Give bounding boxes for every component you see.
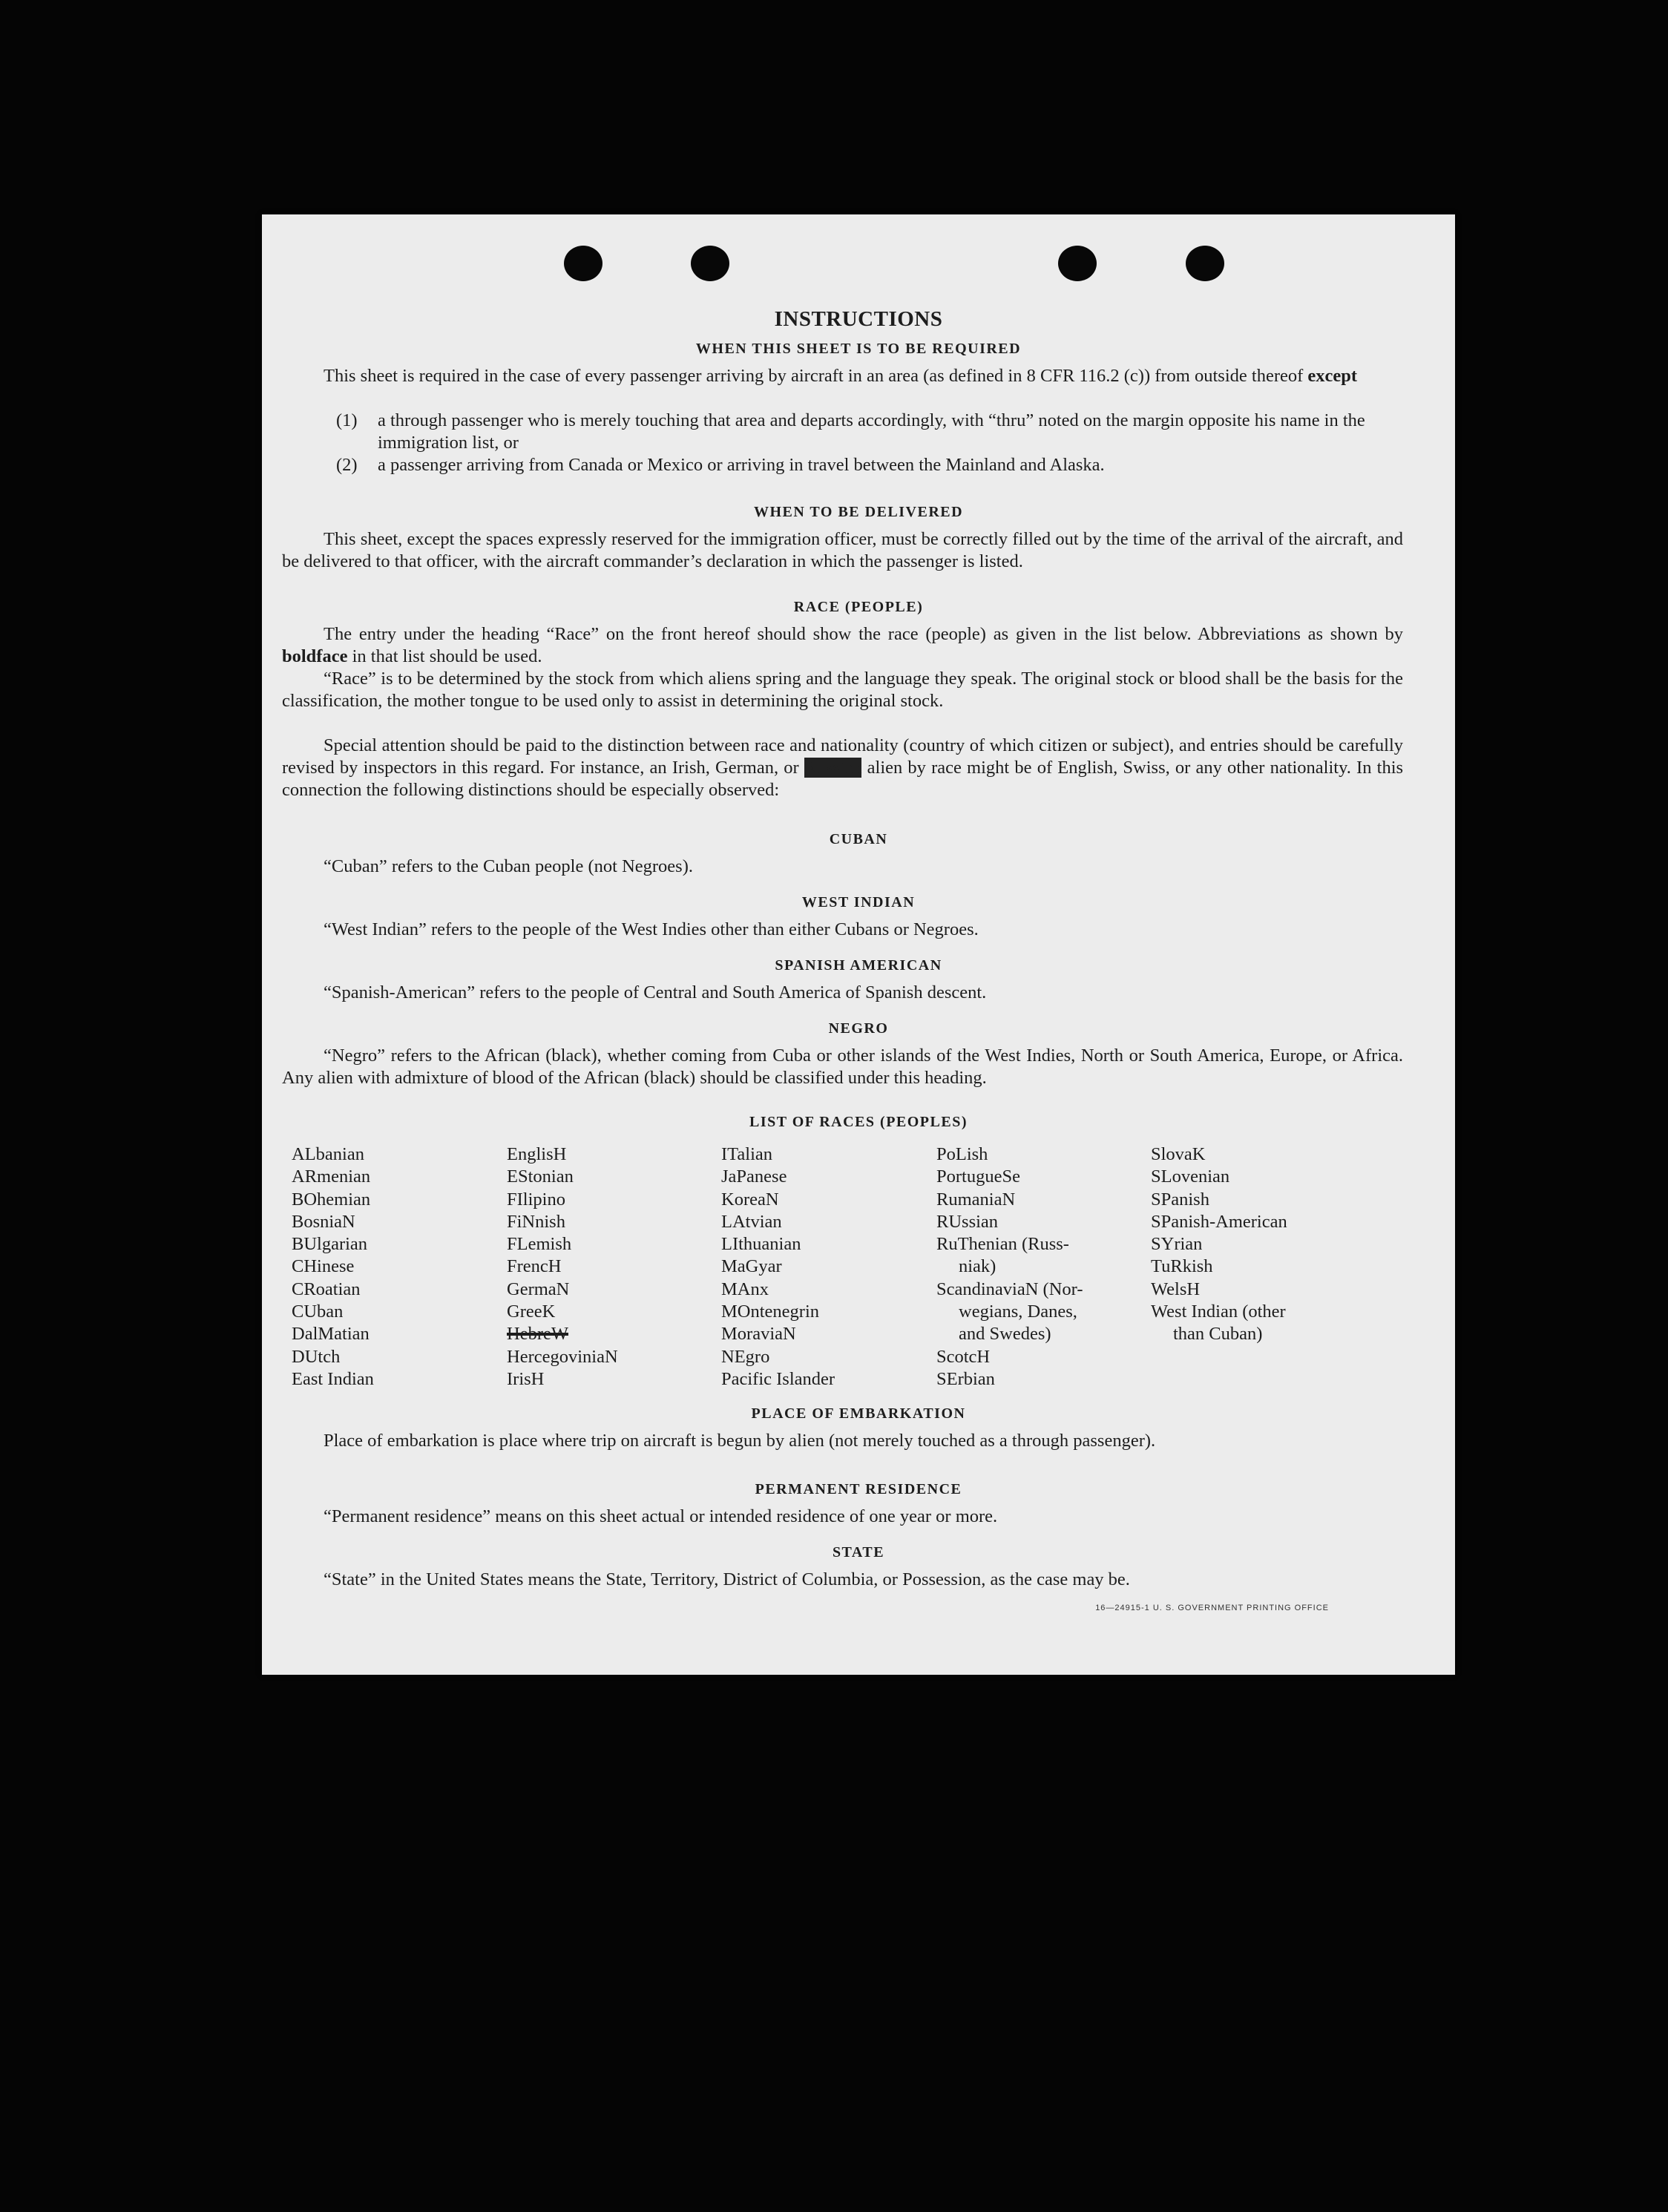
race-entry: HercegoviniaN <box>507 1346 618 1367</box>
punch-hole <box>1058 246 1097 281</box>
race-paragraph: Special attention should be paid to the distinction between race and nationality (country of which citizen or subject), and entries should be carefully revised by inspectors in this regard. For instance, an Irish, German, or Russian alien by race might be of English, Swiss, or any other nationality. In this connection the following distinctions should be especially observed: <box>282 735 1404 800</box>
race-entry: FIlipino <box>507 1189 565 1210</box>
race-entry: ITalian <box>721 1144 773 1164</box>
race-entry: GermaN <box>507 1279 570 1299</box>
spanish-american-text: “Spanish-American” refers to the people of Central and South America of Spanish descent. <box>324 982 987 1002</box>
heading-west-indian: WEST INDIAN <box>801 894 916 910</box>
heading-cuban: CUBAN <box>829 831 888 847</box>
race-entry: Pacific Islander <box>721 1368 835 1389</box>
races-column <box>721 1143 835 1391</box>
race-entry: FLemish <box>507 1234 572 1255</box>
race-entry: MoraviaN <box>721 1324 796 1345</box>
race-entry: wegians, Danes, <box>959 1302 1077 1322</box>
heading-required: WHEN THIS SHEET IS TO BE REQUIRED <box>695 341 1022 357</box>
race-entry: RumaniaN <box>936 1189 1016 1210</box>
redaction-mark: Russian <box>804 758 862 778</box>
race-entry: MOntenegrin <box>721 1302 819 1322</box>
races-column <box>1151 1143 1287 1346</box>
race-entry: CRoatian <box>292 1279 361 1299</box>
race-entry: RuThenian (Russ- <box>936 1234 1069 1255</box>
race-entry: FiNnish <box>507 1211 565 1232</box>
heading-state: STATE <box>832 1544 885 1560</box>
race-entry: BOhemian <box>292 1189 371 1210</box>
race-entry: WelsH <box>1151 1279 1201 1299</box>
races-column <box>936 1143 1083 1391</box>
race-entry: SPanish-American <box>1151 1211 1287 1232</box>
page-title: INSTRUCTIONS <box>774 307 943 331</box>
race-entry: niak) <box>959 1256 996 1277</box>
race-entry: ARmenian <box>292 1166 371 1187</box>
race-entry: KoreaN <box>721 1189 779 1210</box>
race-entry: CUban <box>292 1302 344 1322</box>
race-entry: FrencH <box>507 1256 562 1277</box>
race-entry: ScandinaviaN (Nor- <box>936 1279 1083 1299</box>
state-text: “State” in the United States means the State, Territory, District of Columbia, or Possession, as the case may be. <box>324 1569 1130 1589</box>
race-entry: JaPanese <box>721 1166 787 1187</box>
race-entry: SPanish <box>1151 1189 1209 1210</box>
race-entry: MAnx <box>721 1279 769 1299</box>
race-entry: BosniaN <box>292 1211 355 1232</box>
race-entry: EStonian <box>507 1166 574 1187</box>
race-entry: CHinese <box>292 1256 355 1277</box>
printer-imprint: 16—24915-1 U. S. GOVERNMENT PRINTING OFFICE <box>1095 1604 1329 1612</box>
race-entry: HebreW <box>507 1324 568 1345</box>
race-entry: MaGyar <box>721 1256 782 1277</box>
required-intro: This sheet is required in the case of every passenger arriving by aircraft in an area (as defined in 8 CFR 116.2 (c)) from outside thereof except <box>324 366 1358 386</box>
race-entry: LAtvian <box>721 1211 782 1232</box>
race-entry: IrisH <box>507 1368 545 1389</box>
race-entry: BUlgarian <box>292 1234 368 1255</box>
race-entry: SYrian <box>1151 1234 1203 1255</box>
embarkation-text: Place of embarkation is place where trip on aircraft is begun by alien (not merely touched as a through passenger). <box>324 1431 1156 1451</box>
heading-spanish-american: SPANISH AMERICAN <box>775 957 942 974</box>
race-entry: ALbanian <box>292 1144 364 1164</box>
race-entry: and Swedes) <box>959 1324 1051 1345</box>
race-entry: SErbian <box>936 1368 995 1389</box>
residence-text: “Permanent residence” means on this sheet actual or intended residence of one year or more. <box>324 1506 998 1526</box>
race-entry: West Indian (other <box>1151 1302 1286 1322</box>
delivered-text: This sheet, except the spaces expressly reserved for the immigration officer, must be correctly filled out by the time of the arrival of the aircraft, and be delivered to that officer, with the aircraft commander’s declaration in which the passenger is listed. <box>282 529 1403 571</box>
race-paragraph: “Race” is to be determined by the stock from which aliens spring and the language they speak. The original stock or blood shall be the basis for the classification, the mother tongue to be used only to assist in determining the original stock. <box>282 669 1403 711</box>
race-entry: RUssian <box>936 1211 999 1232</box>
race-entry: East Indian <box>292 1368 374 1389</box>
punch-hole <box>564 246 602 281</box>
race-entry: PoLish <box>936 1144 988 1164</box>
race-entry: GreeK <box>507 1302 556 1322</box>
heading-embarkation: PLACE OF EMBARKATION <box>751 1405 966 1422</box>
heading-list-of-races: LIST OF RACES (PEOPLES) <box>749 1114 968 1130</box>
exception-item: (1) a through passenger who is merely touching that area and departs accordingly, with “thru” noted on the margin opposite his name in the immigration list, or <box>336 410 1365 453</box>
heading-race: RACE (PEOPLE) <box>793 599 924 615</box>
race-entry: DUtch <box>292 1346 341 1367</box>
punch-hole <box>1186 246 1224 281</box>
cuban-text: “Cuban” refers to the Cuban people (not Negroes). <box>324 856 693 876</box>
heading-delivered: WHEN TO BE DELIVERED <box>753 504 964 520</box>
race-entry: NEgro <box>721 1346 770 1367</box>
race-paragraph: The entry under the heading “Race” on the front hereof should show the race (people) as given in the list below. Abbreviations as shown by boldface in that list should be used. <box>282 624 1403 666</box>
race-entry: LIthuanian <box>721 1234 801 1255</box>
race-entry: PortugueSe <box>936 1166 1020 1187</box>
race-entry: EnglisH <box>507 1144 567 1164</box>
race-entry: TuRkish <box>1151 1256 1213 1277</box>
heading-negro: NEGRO <box>828 1020 889 1037</box>
races-column <box>292 1143 374 1391</box>
race-entry: SLovenian <box>1151 1166 1230 1187</box>
races-column <box>507 1143 618 1391</box>
race-entry: DalMatian <box>292 1324 370 1345</box>
heading-residence: PERMANENT RESIDENCE <box>755 1481 962 1497</box>
race-entry: ScotcH <box>936 1346 991 1367</box>
race-entry: than Cuban) <box>1173 1324 1263 1345</box>
punch-hole <box>691 246 729 281</box>
race-entry: SlovaK <box>1151 1144 1206 1164</box>
west-indian-text: “West Indian” refers to the people of the West Indies other than either Cubans or Negroes. <box>324 919 979 939</box>
exception-item: (2) a passenger arriving from Canada or Mexico or arriving in travel between the Mainland and Alaska. <box>336 455 1105 475</box>
negro-text: “Negro” refers to the African (black), whether coming from Cuba or other islands of the West Indies, North or South America, Europe, or Africa. Any alien with admixture of blood of the African (black) should be classified under this heading. <box>282 1046 1403 1088</box>
instruction-sheet <box>262 214 1455 1675</box>
